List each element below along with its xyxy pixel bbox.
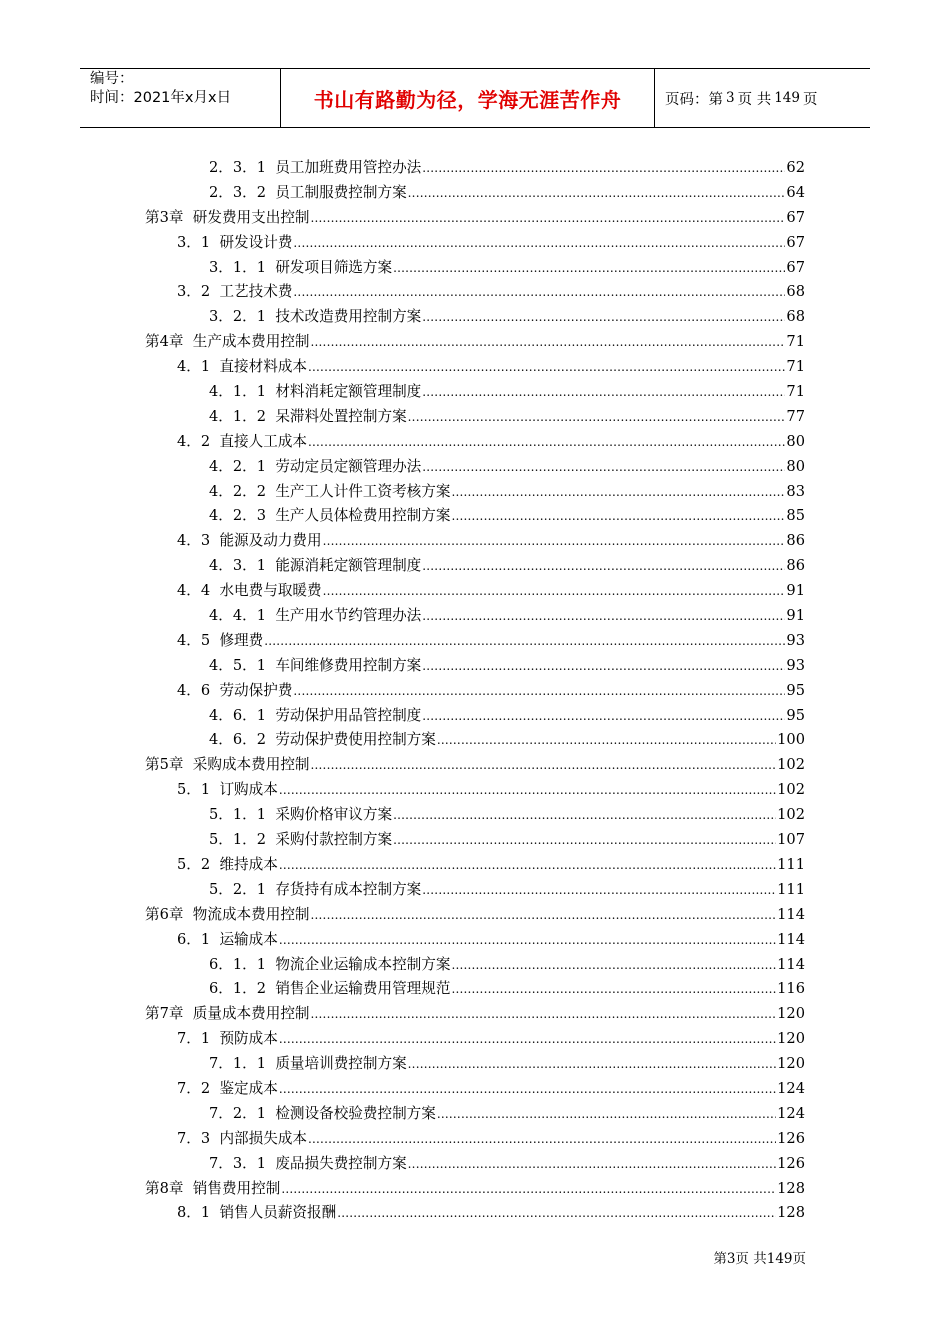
header-page-info	[655, 69, 870, 127]
toc-dot-leader	[451, 504, 785, 529]
toc-entry[interactable]	[0, 1177, 950, 1202]
toc-entry-label: 4．1．1 材料消耗定额管理制度	[209, 383, 422, 401]
toc-entry-page: 120	[777, 1005, 805, 1023]
toc-entry-page: 102	[777, 806, 805, 824]
toc-entry[interactable]	[0, 280, 950, 305]
toc-entry-label: 2．3．2 员工制服费控制方案	[209, 183, 407, 201]
toc-dot-leader	[279, 1077, 776, 1102]
toc-entry-page: 67	[786, 233, 805, 251]
toc-entry-page: 68	[786, 308, 805, 326]
toc-entry-label: 4．2．3 生产人员体检费用控制方案	[209, 507, 451, 525]
toc-entry-label: 2．3．1 员工加班费用管控办法	[209, 159, 422, 176]
page-header	[80, 68, 870, 128]
toc-entry-label: 第7章 质量成本费用控制	[145, 1005, 310, 1023]
toc-entry[interactable]	[0, 355, 950, 380]
toc-dot-leader	[279, 928, 776, 953]
time-label: 时间：2021年x月x日	[90, 90, 232, 106]
toc-entry-label: 7．3 内部损失成本	[177, 1129, 308, 1147]
toc-entry-label: 4．5 修理费	[177, 631, 264, 649]
toc-entry-page: 86	[786, 532, 805, 550]
toc-dot-leader	[311, 903, 777, 928]
toc-entry[interactable]	[0, 206, 950, 231]
toc-entry-label: 4．1．2 呆滞料处置控制方案	[209, 407, 407, 425]
toc-entry-page: 95	[786, 706, 805, 724]
toc-entry-label: 4．3．1 能源消耗定额管理制度	[209, 557, 422, 575]
toc-entry[interactable]	[0, 654, 950, 679]
toc-dot-leader	[323, 529, 786, 554]
toc-entry[interactable]	[0, 828, 950, 853]
toc-entry[interactable]	[0, 1002, 950, 1027]
toc-entry-page: 62	[786, 159, 805, 176]
toc-dot-leader	[422, 554, 785, 579]
toc-entry-page: 71	[786, 333, 805, 351]
toc-entry-label: 5．2 维持成本	[177, 855, 278, 873]
toc-entry-page: 114	[777, 905, 805, 923]
toc-dot-leader	[437, 728, 776, 753]
toc-entry-page: 114	[777, 955, 805, 973]
toc-entry-label: 5．1．1 采购价格审议方案	[209, 806, 393, 824]
toc-entry-page: 111	[777, 855, 805, 873]
toc-dot-leader	[422, 455, 785, 480]
toc-dot-leader	[451, 953, 776, 978]
toc-entry-label: 3．1．1 研发项目筛选方案	[209, 258, 393, 276]
toc-dot-leader	[311, 330, 786, 355]
toc-entry-label: 4．4．1 生产用水节约管理办法	[209, 607, 422, 625]
toc-dot-leader	[293, 280, 785, 305]
toc-entry-label: 第4章 生产成本费用控制	[145, 333, 310, 351]
toc-dot-leader	[422, 305, 785, 330]
toc-entry-label: 3．2 工艺技术费	[177, 283, 293, 301]
toc-dot-leader	[279, 1027, 776, 1052]
toc-entry[interactable]	[0, 878, 950, 903]
toc-dot-leader	[308, 430, 785, 455]
toc-dot-leader	[293, 231, 785, 256]
toc-entry[interactable]	[0, 953, 950, 978]
toc-entry-label: 7．1 预防成本	[177, 1030, 278, 1048]
toc-entry-page: 80	[786, 457, 805, 475]
toc-entry-page: 114	[777, 930, 805, 948]
toc-dot-leader	[279, 853, 776, 878]
toc-entry[interactable]	[0, 1052, 950, 1077]
toc-entry-page: 68	[786, 283, 805, 301]
toc-dot-leader	[323, 579, 786, 604]
toc-entry-label: 4．4 水电费与取暖费	[177, 582, 322, 600]
toc-entry[interactable]	[0, 928, 950, 953]
toc-entry-label: 4．3 能源及动力费用	[177, 532, 322, 550]
toc-entry[interactable]	[0, 803, 950, 828]
toc-entry[interactable]	[0, 156, 950, 181]
toc-entry-label: 第5章 采购成本费用控制	[145, 756, 310, 774]
toc-entry-page: 107	[777, 831, 805, 849]
toc-entry-page: 120	[777, 1030, 805, 1048]
toc-dot-leader	[308, 355, 785, 380]
toc-entry-page: 102	[777, 781, 805, 799]
toc-entry-page: 64	[786, 183, 805, 201]
toc-dot-leader	[451, 977, 776, 1002]
toc-dot-leader	[422, 156, 785, 181]
toc-entry-label: 4．2．2 生产工人计件工资考核方案	[209, 482, 451, 500]
toc-entry-label: 5．1．2 采购付款控制方案	[209, 831, 393, 849]
toc-entry-label: 7．2．1 检测设备校验费控制方案	[209, 1104, 436, 1122]
toc-entry[interactable]	[0, 256, 950, 281]
page-prefix: 页码：第	[665, 91, 723, 108]
number-label: 编号：	[90, 71, 134, 87]
toc-dot-leader	[393, 256, 785, 281]
toc-dot-leader	[279, 778, 776, 803]
toc-entry[interactable]	[0, 629, 950, 654]
toc-entry[interactable]	[0, 330, 950, 355]
toc-entry-label: 4．5．1 车间维修费用控制方案	[209, 656, 422, 674]
toc-entry[interactable]	[0, 679, 950, 704]
toc-entry-label: 4．6．2 劳动保护费使用控制方案	[209, 731, 436, 749]
toc-dot-leader	[337, 1201, 776, 1226]
toc-entry[interactable]	[0, 231, 950, 256]
toc-entry[interactable]	[0, 1152, 950, 1177]
toc-entry[interactable]	[0, 753, 950, 778]
toc-entry[interactable]	[0, 704, 950, 729]
toc-entry[interactable]	[0, 1027, 950, 1052]
toc-entry[interactable]	[0, 504, 950, 529]
toc-entry-label: 4．2．1 劳动定员定额管理办法	[209, 457, 422, 475]
toc-entry-label: 6．1 运输成本	[177, 930, 278, 948]
toc-dot-leader	[422, 704, 785, 729]
page-footer: 第3页 共149页	[713, 1251, 806, 1267]
toc-dot-leader	[293, 679, 785, 704]
toc-entry-label: 4．2 直接人工成本	[177, 432, 308, 450]
toc-entry[interactable]	[0, 430, 950, 455]
toc-entry-label: 7．3．1 废品损失费控制方案	[209, 1154, 407, 1172]
toc-dot-leader	[422, 654, 785, 679]
toc-entry-label: 第6章 物流成本费用控制	[145, 905, 310, 923]
toc-entry[interactable]	[0, 1201, 950, 1226]
toc-entry[interactable]	[0, 728, 950, 753]
toc-dot-leader	[437, 1102, 776, 1127]
toc-entry[interactable]	[0, 853, 950, 878]
toc-entry[interactable]	[0, 480, 950, 505]
toc-entry-page: 93	[786, 656, 805, 674]
toc-entry-page: 124	[777, 1104, 805, 1122]
toc-dot-leader	[393, 828, 776, 853]
toc-entry-label: 8．1 销售人员薪资报酬	[177, 1204, 337, 1222]
toc-entry-label: 6．1．2 销售企业运输费用管理规范	[209, 980, 451, 998]
toc-entry-page: 128	[777, 1179, 805, 1197]
toc-entry[interactable]	[0, 579, 950, 604]
toc-entry-label: 第3章 研发费用支出控制	[145, 208, 310, 226]
toc-entry-label: 5．1 订购成本	[177, 781, 278, 799]
toc-dot-leader	[422, 604, 785, 629]
toc-entry-label: 3．2．1 技术改造费用控制方案	[209, 308, 422, 326]
toc-dot-leader	[264, 629, 785, 654]
toc-entry[interactable]	[0, 405, 950, 430]
page-middle: 页 共	[737, 91, 772, 108]
toc-entry-page: 91	[786, 607, 805, 625]
toc-entry-page: 128	[777, 1204, 805, 1222]
toc-entry[interactable]	[0, 455, 950, 480]
toc-entry-label: 6．1．1 物流企业运输成本控制方案	[209, 955, 451, 973]
toc-entry-label: 4．6．1 劳动保护用品管控制度	[209, 706, 422, 724]
toc-entry[interactable]	[0, 604, 950, 629]
toc-dot-leader	[281, 1177, 776, 1202]
toc-entry-label: 4．6 劳动保护费	[177, 681, 293, 699]
toc-entry-page: 67	[786, 258, 805, 276]
toc-entry-page: 120	[777, 1055, 805, 1073]
toc-dot-leader	[311, 206, 786, 231]
toc-entry-page: 85	[786, 507, 805, 525]
toc-dot-leader	[408, 181, 786, 206]
toc-entry[interactable]	[0, 554, 950, 579]
toc-entry-page: 100	[777, 731, 805, 749]
toc-entry-page: 86	[786, 557, 805, 575]
toc-entry-page: 83	[786, 482, 805, 500]
toc-entry-page: 116	[777, 980, 805, 998]
toc-entry-page: 111	[777, 880, 805, 898]
toc-entry-page: 102	[777, 756, 805, 774]
toc-entry-page: 126	[777, 1129, 805, 1147]
toc-dot-leader	[311, 1002, 777, 1027]
toc-entry-page: 67	[786, 208, 805, 226]
toc-entry[interactable]	[0, 1077, 950, 1102]
toc-entry-label: 4．1 直接材料成本	[177, 358, 308, 376]
toc-entry-page: 77	[786, 407, 805, 425]
toc-entry-label: 5．2．1 存货持有成本控制方案	[209, 880, 422, 898]
toc-entry-page: 95	[786, 681, 805, 699]
toc-entry[interactable]	[0, 380, 950, 405]
page-current: 3	[726, 90, 735, 106]
toc-entry-page: 71	[786, 358, 805, 376]
toc-dot-leader	[393, 803, 776, 828]
toc-entry-page: 124	[777, 1079, 805, 1097]
toc-dot-leader	[311, 753, 777, 778]
toc-entry-page: 126	[777, 1154, 805, 1172]
header-motto: 书山有路勤为径，学海无涯苦作舟	[281, 69, 655, 127]
toc-entry-page: 71	[786, 383, 805, 401]
toc-entry[interactable]	[0, 903, 950, 928]
page-total: 149	[774, 90, 800, 106]
toc-entry[interactable]	[0, 529, 950, 554]
toc-dot-leader	[422, 878, 776, 903]
toc-entry-page: 80	[786, 432, 805, 450]
toc-entry-page: 91	[786, 582, 805, 600]
toc-dot-leader	[408, 1152, 776, 1177]
table-of-contents	[0, 156, 950, 1226]
toc-entry[interactable]	[0, 1127, 950, 1152]
toc-entry[interactable]	[0, 305, 950, 330]
header-left-cell	[80, 69, 281, 127]
toc-dot-leader	[451, 480, 785, 505]
toc-dot-leader	[308, 1127, 776, 1152]
page-suffix: 页	[802, 91, 818, 108]
toc-entry-label: 第8章 销售费用控制	[145, 1179, 281, 1197]
toc-entry-page: 93	[786, 631, 805, 649]
toc-entry-label: 7．2 鉴定成本	[177, 1079, 278, 1097]
toc-dot-leader	[422, 380, 785, 405]
toc-entry[interactable]	[0, 977, 950, 1002]
toc-entry[interactable]	[0, 1102, 950, 1127]
toc-dot-leader	[408, 405, 786, 430]
toc-entry[interactable]	[0, 181, 950, 206]
toc-entry-label: 7．1．1 质量培训费控制方案	[209, 1055, 407, 1073]
toc-entry-label: 3．1 研发设计费	[177, 233, 293, 251]
toc-entry[interactable]	[0, 778, 950, 803]
toc-dot-leader	[408, 1052, 776, 1077]
